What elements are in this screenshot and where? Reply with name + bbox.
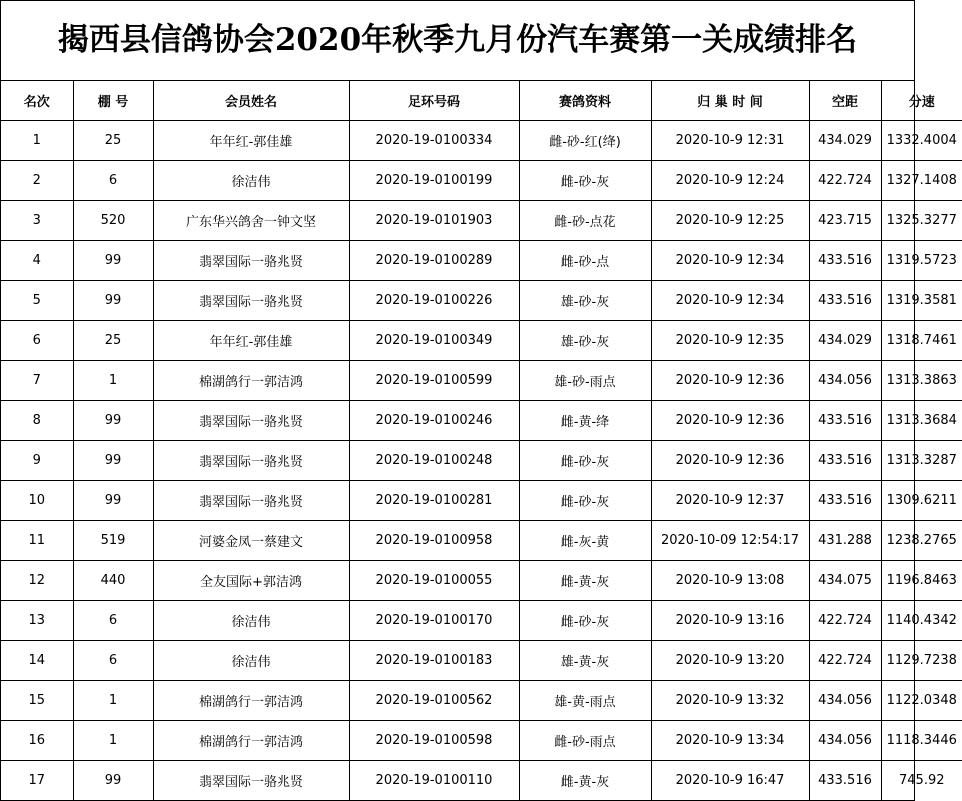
pigeon-info-cell: 雄-黄-灰: [519, 641, 651, 681]
pigeon-info-cell: 雌-砂-灰: [519, 161, 651, 201]
arrival-time-cell: 2020-10-9 12:35: [651, 321, 809, 361]
header-distance: 空距: [809, 81, 881, 121]
pigeon-info-cell: 雄-砂-灰: [519, 281, 651, 321]
ring-number-cell: 2020-19-0100248: [349, 441, 519, 481]
loft-cell: 440: [73, 561, 153, 601]
table-body: [1, 121, 962, 801]
arrival-time-cell: 2020-10-9 12:37: [651, 481, 809, 521]
table-row: [1, 761, 962, 801]
member-name-cell: 徐洁伟: [153, 641, 349, 681]
rank-cell: 1: [1, 121, 73, 161]
rank-cell: 10: [1, 481, 73, 521]
member-name-cell: 全友国际+郭洁鸿: [153, 561, 349, 601]
distance-cell: 433.516: [809, 241, 881, 281]
speed-cell: 1313.3287: [881, 441, 962, 481]
header-arrival-time: 归 巢 时 间: [651, 81, 809, 121]
pigeon-info-cell: 雌-砂-点: [519, 241, 651, 281]
member-name-cell: 翡翠国际一骆兆贤: [153, 241, 349, 281]
loft-cell: 1: [73, 681, 153, 721]
ring-number-cell: 2020-19-0100281: [349, 481, 519, 521]
rank-cell: 8: [1, 401, 73, 441]
arrival-time-cell: 2020-10-9 12:36: [651, 401, 809, 441]
speed-cell: 1319.5723: [881, 241, 962, 281]
arrival-time-cell: 2020-10-9 12:24: [651, 161, 809, 201]
rank-cell: 6: [1, 321, 73, 361]
arrival-time-cell: 2020-10-9 12:36: [651, 441, 809, 481]
rank-cell: 15: [1, 681, 73, 721]
loft-cell: 6: [73, 641, 153, 681]
pigeon-info-cell: 雄-黄-雨点: [519, 681, 651, 721]
header-speed: 分速: [881, 81, 962, 121]
ring-number-cell: 2020-19-0100599: [349, 361, 519, 401]
rank-cell: 5: [1, 281, 73, 321]
pigeon-info-cell: 雌-灰-黄: [519, 521, 651, 561]
loft-cell: 99: [73, 401, 153, 441]
rank-cell: 11: [1, 521, 73, 561]
member-name-cell: 年年红-郭佳雄: [153, 121, 349, 161]
ring-number-cell: 2020-19-0100183: [349, 641, 519, 681]
ring-number-cell: 2020-19-0100199: [349, 161, 519, 201]
member-name-cell: 广东华兴鸽舍一钟文坚: [153, 201, 349, 241]
ring-number-cell: 2020-19-0100289: [349, 241, 519, 281]
table-row: [1, 561, 962, 601]
member-name-cell: 翡翠国际一骆兆贤: [153, 441, 349, 481]
distance-cell: 434.056: [809, 361, 881, 401]
member-name-cell: 翡翠国际一骆兆贤: [153, 761, 349, 801]
ring-number-cell: 2020-19-0100170: [349, 601, 519, 641]
arrival-time-cell: 2020-10-9 12:34: [651, 281, 809, 321]
member-name-cell: 翡翠国际一骆兆贤: [153, 281, 349, 321]
pigeon-info-cell: 雌-黄-绛: [519, 401, 651, 441]
distance-cell: 434.056: [809, 681, 881, 721]
arrival-time-cell: 2020-10-9 13:08: [651, 561, 809, 601]
loft-cell: 6: [73, 161, 153, 201]
sheet-title: 揭西县信鸽协会2020年秋季九月份汽车赛第一关成绩排名: [1, 1, 914, 81]
member-name-cell: 年年红-郭佳雄: [153, 321, 349, 361]
speed-cell: 1313.3863: [881, 361, 962, 401]
speed-cell: 1309.6211: [881, 481, 962, 521]
member-name-cell: 翡翠国际一骆兆贤: [153, 481, 349, 521]
distance-cell: 422.724: [809, 641, 881, 681]
distance-cell: 434.029: [809, 321, 881, 361]
ring-number-cell: 2020-19-0100334: [349, 121, 519, 161]
pigeon-info-cell: 雌-砂-雨点: [519, 721, 651, 761]
pigeon-info-cell: 雌-黄-灰: [519, 561, 651, 601]
speed-cell: 1118.3446: [881, 721, 962, 761]
speed-cell: 745.92: [881, 761, 962, 801]
header-ring-number: 足环号码: [349, 81, 519, 121]
loft-cell: 25: [73, 121, 153, 161]
pigeon-info-cell: 雌-砂-点花: [519, 201, 651, 241]
ring-number-cell: 2020-19-0100110: [349, 761, 519, 801]
member-name-cell: 徐洁伟: [153, 161, 349, 201]
table-row: [1, 481, 962, 521]
table-row: [1, 401, 962, 441]
speed-cell: 1325.3277: [881, 201, 962, 241]
table-row: [1, 441, 962, 481]
loft-cell: 1: [73, 721, 153, 761]
arrival-time-cell: 2020-10-9 12:25: [651, 201, 809, 241]
table-row: [1, 601, 962, 641]
loft-cell: 99: [73, 241, 153, 281]
member-name-cell: 棉湖鸽行一郭洁鸿: [153, 721, 349, 761]
table-row: [1, 681, 962, 721]
loft-cell: 99: [73, 761, 153, 801]
arrival-time-cell: 2020-10-9 12:36: [651, 361, 809, 401]
arrival-time-cell: 2020-10-9 13:16: [651, 601, 809, 641]
arrival-time-cell: 2020-10-9 12:34: [651, 241, 809, 281]
member-name-cell: 棉湖鸽行一郭洁鸿: [153, 361, 349, 401]
arrival-time-cell: 2020-10-09 12:54:17: [651, 521, 809, 561]
speed-cell: 1313.3684: [881, 401, 962, 441]
table-row: [1, 201, 962, 241]
loft-cell: 519: [73, 521, 153, 561]
speed-cell: 1319.3581: [881, 281, 962, 321]
distance-cell: 434.075: [809, 561, 881, 601]
table-row: [1, 641, 962, 681]
header-row: [1, 81, 962, 121]
ring-number-cell: 2020-19-0100958: [349, 521, 519, 561]
loft-cell: 520: [73, 201, 153, 241]
distance-cell: 431.288: [809, 521, 881, 561]
table-row: [1, 321, 962, 361]
header-member-name: 会员姓名: [153, 81, 349, 121]
distance-cell: 433.516: [809, 441, 881, 481]
loft-cell: 99: [73, 281, 153, 321]
pigeon-info-cell: 雌-砂-红(绛): [519, 121, 651, 161]
table-row: [1, 241, 962, 281]
ring-number-cell: 2020-19-0100562: [349, 681, 519, 721]
distance-cell: 433.516: [809, 761, 881, 801]
header-pigeon-info: 赛鸽资料: [519, 81, 651, 121]
pigeon-info-cell: 雌-砂-灰: [519, 601, 651, 641]
loft-cell: 25: [73, 321, 153, 361]
rank-cell: 2: [1, 161, 73, 201]
pigeon-info-cell: 雌-砂-灰: [519, 481, 651, 521]
member-name-cell: 徐洁伟: [153, 601, 349, 641]
loft-cell: 99: [73, 481, 153, 521]
loft-cell: 6: [73, 601, 153, 641]
member-name-cell: 棉湖鸽行一郭洁鸿: [153, 681, 349, 721]
member-name-cell: 翡翠国际一骆兆贤: [153, 401, 349, 441]
table-row: [1, 121, 962, 161]
distance-cell: 422.724: [809, 161, 881, 201]
distance-cell: 422.724: [809, 601, 881, 641]
table-row: [1, 361, 962, 401]
distance-cell: 433.516: [809, 481, 881, 521]
table-row: [1, 721, 962, 761]
table-row: [1, 521, 962, 561]
rank-cell: 4: [1, 241, 73, 281]
distance-cell: 434.056: [809, 721, 881, 761]
speed-cell: 1122.0348: [881, 681, 962, 721]
ring-number-cell: 2020-19-0100349: [349, 321, 519, 361]
rank-cell: 12: [1, 561, 73, 601]
ring-number-cell: 2020-19-0100598: [349, 721, 519, 761]
ring-number-cell: 2020-19-0100246: [349, 401, 519, 441]
arrival-time-cell: 2020-10-9 16:47: [651, 761, 809, 801]
distance-cell: 433.516: [809, 281, 881, 321]
speed-cell: 1238.2765: [881, 521, 962, 561]
ring-number-cell: 2020-19-0100226: [349, 281, 519, 321]
loft-cell: 1: [73, 361, 153, 401]
rank-cell: 16: [1, 721, 73, 761]
ring-number-cell: 2020-19-0101903: [349, 201, 519, 241]
pigeon-info-cell: 雄-砂-雨点: [519, 361, 651, 401]
arrival-time-cell: 2020-10-9 13:34: [651, 721, 809, 761]
ring-number-cell: 2020-19-0100055: [349, 561, 519, 601]
speed-cell: 1196.8463: [881, 561, 962, 601]
pigeon-info-cell: 雄-砂-灰: [519, 321, 651, 361]
header-loft-number: 棚 号: [73, 81, 153, 121]
speed-cell: 1327.1408: [881, 161, 962, 201]
distance-cell: 423.715: [809, 201, 881, 241]
results-table: [1, 81, 962, 800]
distance-cell: 433.516: [809, 401, 881, 441]
rank-cell: 3: [1, 201, 73, 241]
arrival-time-cell: 2020-10-9 13:20: [651, 641, 809, 681]
speed-cell: 1140.4342: [881, 601, 962, 641]
table-row: [1, 161, 962, 201]
rank-cell: 9: [1, 441, 73, 481]
speed-cell: 1318.7461: [881, 321, 962, 361]
rank-cell: 17: [1, 761, 73, 801]
speed-cell: 1129.7238: [881, 641, 962, 681]
table-row: [1, 281, 962, 321]
rank-cell: 7: [1, 361, 73, 401]
distance-cell: 434.029: [809, 121, 881, 161]
speed-cell: 1332.4004: [881, 121, 962, 161]
rank-cell: 14: [1, 641, 73, 681]
rank-cell: 13: [1, 601, 73, 641]
pigeon-info-cell: 雌-砂-灰: [519, 441, 651, 481]
arrival-time-cell: 2020-10-9 12:31: [651, 121, 809, 161]
member-name-cell: 河婆金凤一蔡建文: [153, 521, 349, 561]
arrival-time-cell: 2020-10-9 13:32: [651, 681, 809, 721]
loft-cell: 99: [73, 441, 153, 481]
pigeon-info-cell: 雌-黄-灰: [519, 761, 651, 801]
header-rank: 名次: [1, 81, 73, 121]
